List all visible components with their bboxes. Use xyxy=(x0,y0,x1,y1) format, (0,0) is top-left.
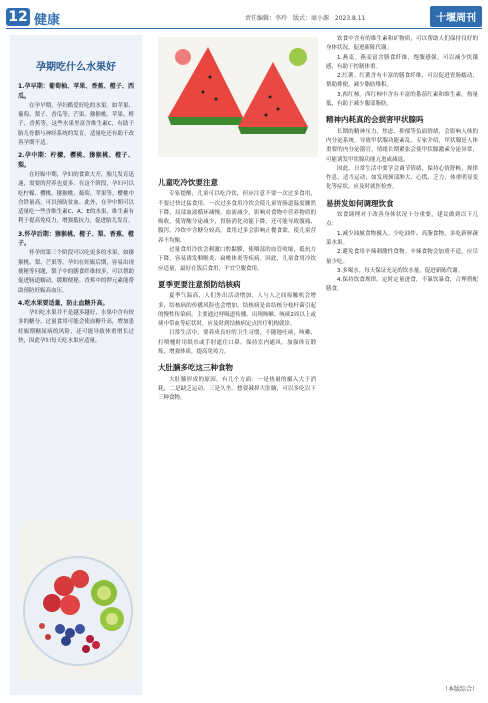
mid-para-4: 日常生活中，要养成良好的卫生习惯，不随地吐痰，咳嗽、打喷嚏时用纸巾或手肘遮住口鼻，保持室内通风，加强体育锻炼，增强体质，提高免疫力。 xyxy=(158,330,316,356)
right-para-1: 饮食中含有的维生素和矿物质，可以帮助人们保持良好的身体状况，促进新陈代谢。 xyxy=(326,36,478,52)
mid-para-3: 夏季气温高，人们外出活动增加，人与人之间接触机会增多，结核病的传播风险也会增加。结核病是由结核分枝杆菌引起的慢性传染病，主要通过呼吸道传播。出现咳嗽、咳痰2周以上或痰中带血等症状时，应及时到结核病定点医疗机构就诊。 xyxy=(158,293,316,328)
right-para-10: 3.多喝水。每天保证充足的饮水量，促进新陈代谢。 xyxy=(337,267,464,274)
right-para-2: 1.燕麦。燕麦富含膳食纤维，饱腹感强，可以减少饥饿感，有助于控制体重。 xyxy=(326,54,478,70)
page-header xyxy=(0,0,488,30)
section-title: 健康 xyxy=(34,13,61,28)
right-column xyxy=(326,35,478,675)
right-para-3: 2.红薯。红薯含有丰富的膳食纤维，可以促进胃肠蠕动，帮助排便，减少脂肪堆积。 xyxy=(326,73,478,89)
right-para-6: 因此，日常生活中要学会调节情绪，保持心情舒畅，规律作息，适当运动，如发现颈部肿大、心慌、乏力、体重明显变化等症状，应及时就医检查。 xyxy=(326,165,478,191)
page-number: 12 xyxy=(6,8,30,26)
watermelon-photo xyxy=(158,37,318,157)
left-para-4: 孕妇吃水果并不是越多越好，水果中含有较多的糖分，过量食用可能会使血糖升高，增加患妊娠期糖尿病的风险，还可能导致体重增长过快，因此孕妇每天吃水果应适量。 xyxy=(18,310,134,345)
designer: 版式：商小源 xyxy=(292,15,329,22)
mid-para-2: 过量食用冷饮会刺激口腔黏膜，使咽部的血管收缩，抵抗力下降，容易诱发咽喉炎、扁桃体炎等疾病。因此，儿童食用冷饮应适量，最好在饭后食用，不宜空腹食用。 xyxy=(158,247,316,272)
byline xyxy=(245,13,369,22)
editor: 责任编辑：李玲 xyxy=(245,15,288,22)
right-para-7: 饮食调理对于改善身体状况十分重要，建议做到以下几点： xyxy=(326,212,478,228)
header-rule xyxy=(6,28,482,29)
right-para-9: 2.避免食用辛辣刺激性食物。辛辣食物会加重不适，应尽量少吃。 xyxy=(326,249,478,265)
left-subhead-3: 3.怀孕后期：猕猴桃、橙子、梨、香蕉、橙子。 xyxy=(18,230,134,248)
mid-headline-3: 大肚腩多吃这三种食物 xyxy=(158,363,233,373)
right-para-4: 3.西红柿。西红柿中含有丰富的番茄红素和维生素，热量低，有助于减少腹部脂肪。 xyxy=(326,91,478,108)
right-para-5: 长期的精神压力、焦虑、抑郁等负面情绪，会影响人体的内分泌系统，导致甲状腺功能紊乱。专家介绍，甲状腺是人体重要的内分泌器官，情绪长期紧张会使甲状腺激素分泌异常，可能诱发甲状腺功能亢进或减退。 xyxy=(326,128,478,163)
left-para-1: 在孕早期，孕妇酷爱好吃的水果。如苹果、葡萄、梨子、香瓜等，芒果、猕猴桃、苹果、橙子、香蕉等，这些水果里富含维生素C，有助于胎儿骨骼与神经系统的发育，适量吃还有助于改善孕期不适。 xyxy=(18,102,134,147)
right-para-8: 1.减少油腻食物摄入。少吃油炸、高脂食物，多吃新鲜蔬菜水果。 xyxy=(326,230,478,246)
source-note: （本版综合） xyxy=(441,686,478,693)
middle-column xyxy=(158,172,316,698)
left-subhead-4: 4.吃水果要适量，防止血糖升高。 xyxy=(18,299,109,307)
right-para-11: 4.保持饮食规律。定时定量进食，不暴饮暴食，合理搭配膳食。 xyxy=(326,277,478,293)
fruit-bowl-photo xyxy=(20,521,138,681)
mid-headline-1: 儿童吃冷饮要注意 xyxy=(158,178,218,187)
mid-para-5: 大肚腩形成的原因，有几个方面：一是热量的摄入大于消耗，二是缺乏运动，三是久坐。想要减掉大肚腩，可以多吃以下三种食物。 xyxy=(158,376,316,402)
mid-headline-2: 夏季更要注意预防结核病 xyxy=(158,279,241,289)
left-subhead-2: 2.孕中期：柠檬、樱桃、猕猴桃、橙子、梨。 xyxy=(18,152,134,169)
left-para-3: 怀孕的第三个阶段可以吃更多的水果，如猕猴桃、梨、芒果等。孕妇在妊娠后期，容易出现便秘等问题，梨子中的膳食纤维较多，可以帮助促进肠道蠕动，缓解便秘。香蕉中的钾元素能帮助预防妊娠高血压。 xyxy=(18,250,134,294)
left-subhead-1: 1.孕早期：葡萄柚、苹果、香蕉、橙子、西瓜。 xyxy=(18,83,134,100)
left-article-title: 孕期吃什么水果好 xyxy=(36,62,116,73)
issue-date: 2023.8.11 xyxy=(334,15,366,22)
mid-para-1: 专家提醒，儿童可以吃冷饮，但应注意不要一次过多食用，不要过快过猛食用。一次过多食用冷饮会使儿童胃肠道温度骤然下降，局部血液循环减慢，血流减少，影响对食物中营养物质的吸收，使胃酸分泌减少，胃肠消化功能下降，还可能导致腹痛、腹泻。冷饮中含糖分较高，食用过多会影响正餐食欲，使儿童营养不均衡。 xyxy=(158,191,316,244)
right-headline-1: 精神内耗真的会损害甲状腺吗 xyxy=(326,115,424,125)
right-headline-2: 易拼发如何调理饮食 xyxy=(326,198,394,208)
masthead-logo: 十堰周刊 xyxy=(430,6,482,27)
left-para-2: 在妊娠中期，孕妇的食欲大开，胎儿发育迅速，需要的营养也更多。在这个阶段，孕妇可以吃柠檬、樱桃、猕猴桃、葡萄、苹果等。樱桃中含铁量高，可以预防贫血。此外，在孕中期可以适量吃一些含维生素C、A、E的水果，维生素有利于提高免疫力，增强抵抗力，促进胎儿发育。 xyxy=(18,171,134,225)
